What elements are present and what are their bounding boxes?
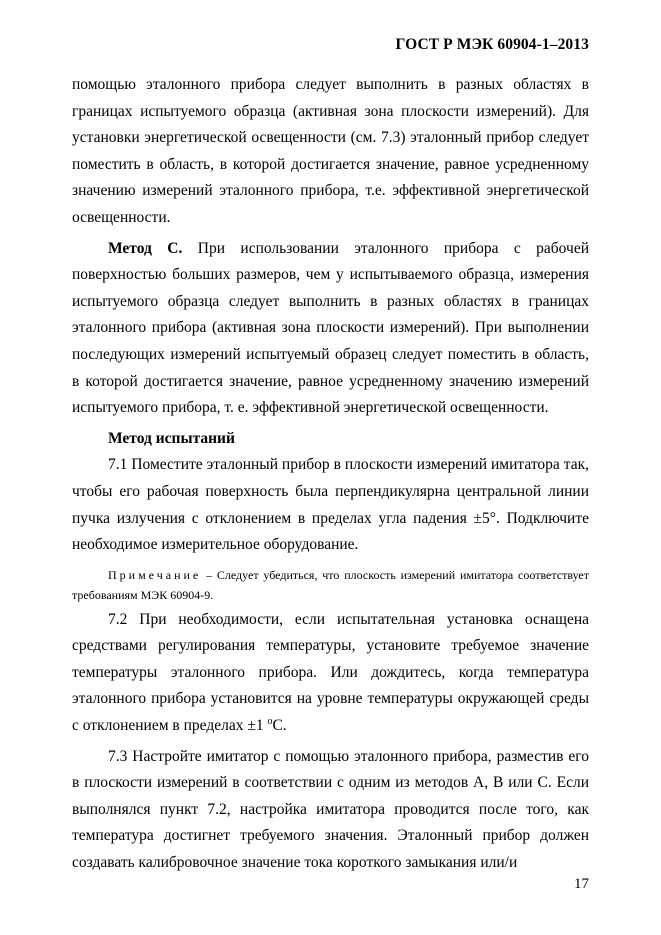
standard-header: ГОСТ Р МЭК 60904-1–2013	[395, 36, 589, 53]
paragraph-7-3: 7.3 Настройте имитатор с помощью эталонного прибора, разместив его в плоскости измерений в соответствии с одним из методов А, В или С. Если выполнялся пункт 7.2, настройка имитатора проводится после того, как температура достигнет требуемого значения. Эталонный прибор должен создавать калибровочное значение тока короткого замыкания или/и	[72, 747, 589, 872]
note-label: Примечание	[108, 567, 202, 582]
page-number: 17	[574, 876, 589, 892]
test-method-heading: Метод испытаний	[108, 429, 235, 447]
note-text: – Следует убедиться, что плоскость измерений имитатора соответствует требованиям МЭК 60904-9.	[72, 567, 589, 602]
paragraph-7-2-text: 7.2 При необходимости, если испытательная установка оснащена средствами регулирования температуры, установите требуемое значение температуры эталонного прибора. Или дождитесь, когда температура эталонного прибора установится на уровне температуры окружающей среды с отклонением в пределах ±1	[72, 610, 589, 735]
method-c-label: Метод С.	[108, 239, 183, 257]
page-body	[72, 72, 589, 877]
paragraph-method-b-continuation: помощью эталонного прибора следует выполнить в разных областях в границах испытуемого образца (активная зона плоскости измерений). Для установки энергетической освещенности (см. 7.3) эталонный прибор следует поместить в область, в которой достигается значение, равное усредненному значению измерений эталонного прибора, т.е. эффективной энергетической освещенности.	[72, 76, 589, 226]
temperature-unit: С.	[272, 717, 287, 735]
paragraph-7-2	[72, 607, 589, 740]
degree-superscript: o	[267, 715, 273, 727]
paragraph-7-1: 7.1 Поместите эталонный прибор в плоскости измерений имитатора так, чтобы его рабочая поверхность была перпендикулярна центральной линии пучка излучения с отклонением в пределах угла падения ±5°. Подключите необходимое измерительное оборудование.	[72, 456, 589, 554]
paragraph-method-c	[72, 236, 589, 422]
note	[72, 565, 589, 605]
method-c-text: При использовании эталонного прибора с рабочей поверхностью больших размеров, чем у испытываемого образца, измерения испытуемого образца следует выполнить в разных областях в границах эталонного прибора (активная зона плоскости измерений). При выполнении последующих измерений испытуемый образец следует поместить в область, в которой достигается значение, равное усредненному значению измерений испытуемого прибора, т. е. эффективной энергетической освещенности.	[72, 239, 589, 417]
